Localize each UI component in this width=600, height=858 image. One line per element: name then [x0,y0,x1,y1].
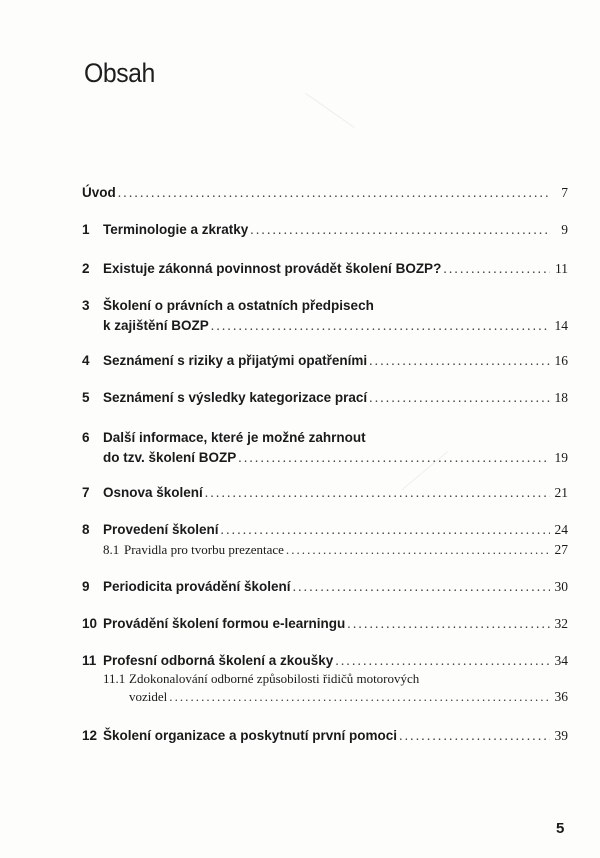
toc-subentry-8-1[interactable] [103,541,568,559]
dot-leader [169,688,550,706]
dot-leader [369,351,550,371]
toc-entry-page: 9 [561,222,568,237]
dot-leader [369,388,550,408]
dot-leader [211,316,550,336]
dot-leader [399,726,550,746]
toc-entry-number: 5 [82,390,90,405]
toc-subentry-label: Pravidla pro tvorbu prezentace [124,542,284,557]
dot-leader [118,183,550,203]
toc-entry-7[interactable] [82,483,568,503]
toc-entry-label: Seznámení s výsledky kategorizace prací [103,390,368,405]
toc-entry-8[interactable] [82,520,568,540]
toc-entry-number: 8 [82,522,90,537]
toc-entry-page: 14 [554,318,568,333]
toc-entry-label: Školení organizace a poskytnutí první pomoci [103,728,398,743]
toc-entry-3[interactable] [82,296,568,336]
toc-entry-number: 4 [82,353,90,368]
dot-leader [443,259,550,279]
toc-entry-label: Provádění školení formou e-learningu [103,616,346,631]
toc-entry-number: 3 [82,298,90,313]
toc-entry-label: Seznámení s riziky a přijatými opatřeními [103,353,368,368]
toc-entry-page: 7 [561,185,568,200]
toc-entry-page: 11 [555,261,568,276]
toc-subentry-number: 8.1 [103,542,120,557]
toc-entry-page: 18 [554,390,568,405]
dot-leader [221,520,550,540]
toc-entry-label: Existuje zákonná povinnost provádět školení BOZP? [103,261,442,276]
toc-entry-9[interactable] [82,577,568,597]
toc-entry-label-continued: k zajištění BOZP [103,318,209,333]
toc-entry-page: 39 [554,728,568,743]
toc-entry-11[interactable] [82,651,568,671]
page-title: Obsah [84,58,155,88]
toc-entry-12[interactable] [82,726,568,746]
toc-entry-label: Periodicita provádění školení [103,579,291,594]
toc-entry-number: 12 [82,728,98,743]
toc-entry-label: Osnova školení [103,485,203,500]
toc-entry-label: Další informace, které je možné zahrnout [103,430,366,445]
page-number: 5 [556,820,565,837]
toc-entry-5[interactable] [82,388,568,408]
toc-entry-label: Úvod [82,185,116,200]
toc-entry-page: 19 [554,450,568,465]
toc-entry-2[interactable] [82,259,568,279]
toc-entry-label: Provedení školení [103,522,219,537]
toc-entry-label: Profesní odborná školení a zkoušky [103,653,334,668]
toc-entry-number: 11 [82,653,97,668]
toc-entry-4[interactable] [82,351,568,371]
toc-entry-10[interactable] [82,614,568,634]
toc-entry-number: 1 [82,222,90,237]
toc-entry-number: 9 [82,579,90,594]
toc-subentry-number: 11.1 [103,671,126,686]
toc-entry-uvod[interactable] [82,183,568,203]
dot-leader [286,541,550,559]
toc-subentry-page: 27 [554,542,568,557]
toc-subentry-label-continued: vozidel [129,689,168,704]
toc-entry-label: Terminologie a zkratky [103,222,249,237]
toc-entry-page: 34 [554,653,568,668]
toc-subentry-11-1[interactable] [103,670,568,706]
toc-entry-page: 24 [554,522,568,537]
toc-subentry-label: Zdokonalování odborné způsobilosti řidičů motorových [129,671,420,686]
dot-leader [238,448,550,468]
toc-entry-number: 7 [82,485,90,500]
paper-mark [305,93,355,128]
dot-leader [335,651,550,671]
toc-entry-label-continued: do tzv. školení BOZP [103,450,237,465]
toc-entry-1[interactable] [82,220,568,240]
toc-entry-page: 32 [554,616,568,631]
toc-subentry-page: 36 [554,689,568,704]
dot-leader [250,220,550,240]
toc-entry-number: 6 [82,430,90,445]
toc-entry-page: 30 [554,579,568,594]
dot-leader [205,483,550,503]
toc-entry-number: 2 [82,261,90,276]
toc-entry-page: 21 [554,485,568,500]
dot-leader [347,614,550,634]
toc-entry-page: 16 [554,353,568,368]
dot-leader [293,577,550,597]
toc-entry-6[interactable] [82,428,568,468]
toc-entry-number: 10 [82,616,98,631]
toc-entry-label: Školení o právních a ostatních předpisech [103,298,374,313]
